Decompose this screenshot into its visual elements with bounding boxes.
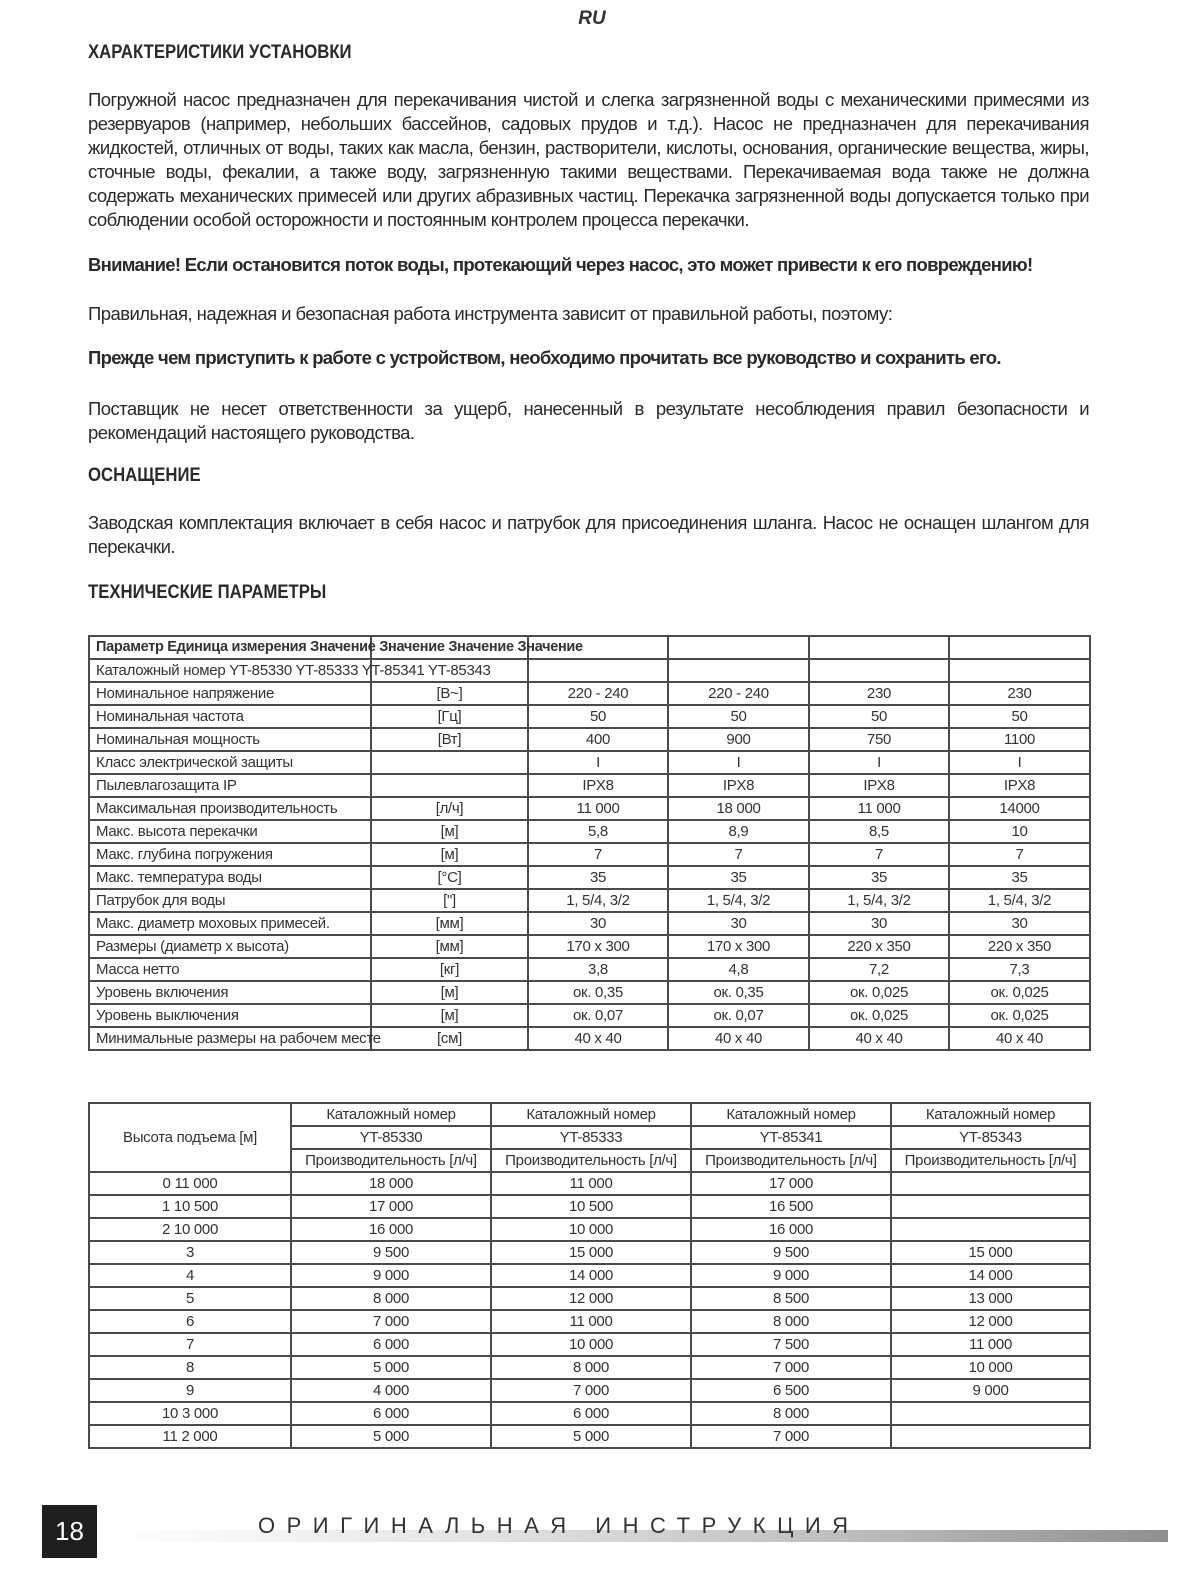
perf-label: Производительность [л/ч] bbox=[691, 1149, 891, 1172]
flow-value bbox=[891, 1218, 1090, 1241]
spec-value: 7 bbox=[528, 843, 668, 866]
spec-value: 14000 bbox=[949, 797, 1090, 820]
spec-row bbox=[89, 1027, 1090, 1050]
spec-unit: ["] bbox=[371, 889, 528, 912]
perf-label: Производительность [л/ч] bbox=[891, 1149, 1090, 1172]
spec-value: 10 bbox=[949, 820, 1090, 843]
flow-value: 12 000 bbox=[491, 1287, 691, 1310]
flow-value: 5 000 bbox=[291, 1356, 491, 1379]
flow-value: 5 000 bbox=[491, 1425, 691, 1448]
spec-unit: [л/ч] bbox=[371, 797, 528, 820]
model-number: YT-85341 bbox=[691, 1126, 891, 1149]
spec-value: 50 bbox=[528, 705, 668, 728]
flow-value: 9 500 bbox=[691, 1241, 891, 1264]
spec-unit: [м] bbox=[371, 820, 528, 843]
flow-value: 15 000 bbox=[891, 1241, 1090, 1264]
flow-value: 11 000 bbox=[491, 1310, 691, 1333]
spec-value: 30 bbox=[949, 912, 1090, 935]
spec-catalog-cell: Каталожный номер YT-85330 YT-85333 YT-85341 YT-85343 bbox=[89, 659, 371, 682]
spec-value: 7 bbox=[949, 843, 1090, 866]
spec-param: Номинальная мощность bbox=[89, 728, 371, 751]
spec-param: Номинальное напряжение bbox=[89, 682, 371, 705]
flow-height: 2 10 000 bbox=[89, 1218, 291, 1241]
spec-value: 35 bbox=[809, 866, 949, 889]
spec-header-row bbox=[89, 636, 1090, 659]
flow-row bbox=[89, 1195, 1090, 1218]
flow-height: 8 bbox=[89, 1356, 291, 1379]
flow-value: 8 000 bbox=[691, 1310, 891, 1333]
flow-height: 9 bbox=[89, 1379, 291, 1402]
flow-value: 8 500 bbox=[691, 1287, 891, 1310]
spec-value: ок. 0,025 bbox=[949, 981, 1090, 1004]
flow-row bbox=[89, 1356, 1090, 1379]
spec-value: I bbox=[528, 751, 668, 774]
spec-value: 8,9 bbox=[668, 820, 809, 843]
flow-value: 9 500 bbox=[291, 1241, 491, 1264]
flow-row bbox=[89, 1287, 1090, 1310]
spec-unit: [кг] bbox=[371, 958, 528, 981]
spec-param: Пылевлагозащита IP bbox=[89, 774, 371, 797]
flow-value: 6 000 bbox=[291, 1333, 491, 1356]
spec-unit: [см] bbox=[371, 1027, 528, 1050]
spec-unit: [мм] bbox=[371, 935, 528, 958]
spec-value: 7 bbox=[668, 843, 809, 866]
model-number: YT-85343 bbox=[891, 1126, 1090, 1149]
flow-row bbox=[89, 1241, 1090, 1264]
section-title-characteristics: ХАРАКТЕРИСТИКИ УСТАНОВКИ bbox=[88, 42, 352, 63]
spec-row bbox=[89, 797, 1090, 820]
flow-row bbox=[89, 1264, 1090, 1287]
flow-value: 13 000 bbox=[891, 1287, 1090, 1310]
spec-param: Класс электрической защиты bbox=[89, 751, 371, 774]
spec-value: 900 bbox=[668, 728, 809, 751]
spec-value: 11 000 bbox=[528, 797, 668, 820]
flow-value: 10 000 bbox=[891, 1356, 1090, 1379]
spec-catalog-row bbox=[89, 659, 1090, 682]
spec-param: Уровень включения bbox=[89, 981, 371, 1004]
spec-value: ок. 0,07 bbox=[528, 1004, 668, 1027]
flow-height: 11 2 000 bbox=[89, 1425, 291, 1448]
flow-height: 3 bbox=[89, 1241, 291, 1264]
read-manual-instruction: Прежде чем приступить к работе с устройством, необходимо прочитать все руководство и сохранить его. bbox=[88, 347, 1001, 368]
spec-row bbox=[89, 889, 1090, 912]
spec-unit bbox=[371, 751, 528, 774]
flow-value: 7 000 bbox=[291, 1310, 491, 1333]
spec-value: ок. 0,025 bbox=[949, 1004, 1090, 1027]
spec-value: 11 000 bbox=[809, 797, 949, 820]
flow-value: 14 000 bbox=[891, 1264, 1090, 1287]
spec-unit bbox=[371, 774, 528, 797]
spec-value: 3,8 bbox=[528, 958, 668, 981]
spec-value: 230 bbox=[949, 682, 1090, 705]
spec-param: Размеры (диаметр x высота) bbox=[89, 935, 371, 958]
flow-height: 1 10 500 bbox=[89, 1195, 291, 1218]
spec-param: Уровень выключения bbox=[89, 1004, 371, 1027]
spec-value: 30 bbox=[668, 912, 809, 935]
flow-value: 9 000 bbox=[891, 1379, 1090, 1402]
spec-value: 4,8 bbox=[668, 958, 809, 981]
catalog-label: Каталожный номер bbox=[891, 1103, 1090, 1126]
flow-table bbox=[88, 1102, 1091, 1449]
flow-row bbox=[89, 1310, 1090, 1333]
page-number: 18 bbox=[42, 1505, 97, 1558]
spec-unit: [м] bbox=[371, 981, 528, 1004]
spec-row bbox=[89, 912, 1090, 935]
section-title-equipment: ОСНАЩЕНИЕ bbox=[88, 465, 201, 486]
spec-value: 40 x 40 bbox=[809, 1027, 949, 1050]
flow-value: 16 500 bbox=[691, 1195, 891, 1218]
spec-value: 35 bbox=[668, 866, 809, 889]
spec-value: 40 x 40 bbox=[668, 1027, 809, 1050]
flow-value: 14 000 bbox=[491, 1264, 691, 1287]
spec-value: 35 bbox=[528, 866, 668, 889]
flow-value: 16 000 bbox=[691, 1218, 891, 1241]
model-number: YT-85333 bbox=[491, 1126, 691, 1149]
spec-value: 1, 5/4, 3/2 bbox=[528, 889, 668, 912]
characteristics-paragraph: Погружной насос предназначен для перекачивания чистой и слегка загрязненной воды с механическими примесями из резервуаров (например, небольших бассейнов, садовых прудов и т.д.). Насос не предназначен для перекачивания жидкостей, отличных от воды, таких как масла, бензин, растворители, кислоты, основания, органические вещества, жиры, сточные воды, фекалии, а также воду, загрязненную такими веществами. Перекачиваемая вода также не должна содержать механических примесей или других абразивных частиц. Перекачка загрязненной воды допускается только при соблюдении особой осторожности и постоянным контролем процесса перекачки. bbox=[88, 89, 1089, 230]
footer-title: ОРИГИНАЛЬНАЯ ИНСТРУКЦИЯ bbox=[258, 1513, 860, 1538]
spec-value: 30 bbox=[809, 912, 949, 935]
spec-value: 8,5 bbox=[809, 820, 949, 843]
flow-value: 6 500 bbox=[691, 1379, 891, 1402]
flow-height: 7 bbox=[89, 1333, 291, 1356]
spec-value: 1, 5/4, 3/2 bbox=[949, 889, 1090, 912]
flow-row bbox=[89, 1425, 1090, 1448]
spec-value: 50 bbox=[949, 705, 1090, 728]
flow-value bbox=[891, 1402, 1090, 1425]
spec-value: 1100 bbox=[949, 728, 1090, 751]
spec-row bbox=[89, 820, 1090, 843]
flow-value: 4 000 bbox=[291, 1379, 491, 1402]
spec-param: Макс. диаметр моховых примесей. bbox=[89, 912, 371, 935]
spec-row bbox=[89, 682, 1090, 705]
spec-param: Номинальная частота bbox=[89, 705, 371, 728]
spec-param: Масса нетто bbox=[89, 958, 371, 981]
liability-paragraph: Поставщик не несет ответственности за ущерб, нанесенный в результате несоблюдения правил безопасности и рекомендаций настоящего руководства. bbox=[88, 398, 1089, 443]
spec-value: 170 x 300 bbox=[668, 935, 809, 958]
spec-row bbox=[89, 958, 1090, 981]
spec-param: Максимальная производительность bbox=[89, 797, 371, 820]
operation-paragraph: Правильная, надежная и безопасная работа инструмента зависит от правильной работы, поэтому: bbox=[88, 303, 893, 324]
spec-value: IPX8 bbox=[809, 774, 949, 797]
flow-value: 7 000 bbox=[691, 1425, 891, 1448]
spec-value: 18 000 bbox=[668, 797, 809, 820]
flow-value: 9 000 bbox=[291, 1264, 491, 1287]
flow-row bbox=[89, 1333, 1090, 1356]
spec-row bbox=[89, 751, 1090, 774]
flow-value: 11 000 bbox=[891, 1333, 1090, 1356]
spec-param: Макс. высота перекачки bbox=[89, 820, 371, 843]
flow-value: 8 000 bbox=[491, 1356, 691, 1379]
flow-value bbox=[891, 1425, 1090, 1448]
flow-height: 10 3 000 bbox=[89, 1402, 291, 1425]
flow-value: 10 500 bbox=[491, 1195, 691, 1218]
spec-value: 50 bbox=[668, 705, 809, 728]
spec-unit: [мм] bbox=[371, 912, 528, 935]
spec-unit: [м] bbox=[371, 1004, 528, 1027]
equipment-paragraph: Заводская комплектация включает в себя насос и патрубок для присоединения шланга. Насос не оснащен шлангом для перекачки. bbox=[88, 512, 1089, 557]
catalog-label: Каталожный номер bbox=[491, 1103, 691, 1126]
spec-value: 5,8 bbox=[528, 820, 668, 843]
spec-param: Макс. температура воды bbox=[89, 866, 371, 889]
section-title-technical: ТЕХНИЧЕСКИЕ ПАРАМЕТРЫ bbox=[88, 582, 327, 603]
spec-unit: [В~] bbox=[371, 682, 528, 705]
perf-label: Производительность [л/ч] bbox=[491, 1149, 691, 1172]
warning-text: Внимание! Если остановится поток воды, протекающий через насос, это может привести к его повреждению! bbox=[88, 254, 1033, 275]
flow-value: 6 000 bbox=[291, 1402, 491, 1425]
spec-value: ок. 0,35 bbox=[668, 981, 809, 1004]
flow-value: 9 000 bbox=[691, 1264, 891, 1287]
flow-height: 5 bbox=[89, 1287, 291, 1310]
language-label: RU bbox=[578, 8, 606, 29]
spec-table bbox=[88, 635, 1091, 1051]
flow-value: 12 000 bbox=[891, 1310, 1090, 1333]
flow-height: 6 bbox=[89, 1310, 291, 1333]
spec-value: 230 bbox=[809, 682, 949, 705]
flow-value: 7 500 bbox=[691, 1333, 891, 1356]
spec-value: 40 x 40 bbox=[949, 1027, 1090, 1050]
spec-value: ок. 0,025 bbox=[809, 1004, 949, 1027]
spec-value: 750 bbox=[809, 728, 949, 751]
model-number: YT-85330 bbox=[291, 1126, 491, 1149]
catalog-label: Каталожный номер bbox=[691, 1103, 891, 1126]
flow-value: 18 000 bbox=[291, 1172, 491, 1195]
spec-value: I bbox=[809, 751, 949, 774]
spec-value: 400 bbox=[528, 728, 668, 751]
spec-param: Минимальные размеры на рабочем месте bbox=[89, 1027, 371, 1050]
spec-row bbox=[89, 728, 1090, 751]
catalog-label: Каталожный номер bbox=[291, 1103, 491, 1126]
spec-header-cell: Параметр Единица измерения Значение Значение Значение Значение bbox=[89, 636, 371, 659]
spec-value: IPX8 bbox=[949, 774, 1090, 797]
spec-value: 170 x 300 bbox=[528, 935, 668, 958]
spec-value: 40 x 40 bbox=[528, 1027, 668, 1050]
spec-row bbox=[89, 866, 1090, 889]
spec-row bbox=[89, 981, 1090, 1004]
height-header: Высота подъема [м] bbox=[89, 1103, 291, 1172]
spec-value: ок. 0,025 bbox=[809, 981, 949, 1004]
flow-value: 16 000 bbox=[291, 1218, 491, 1241]
flow-value bbox=[891, 1195, 1090, 1218]
spec-unit: [°C] bbox=[371, 866, 528, 889]
flow-row bbox=[89, 1402, 1090, 1425]
flow-value: 17 000 bbox=[291, 1195, 491, 1218]
spec-value: 220 - 240 bbox=[668, 682, 809, 705]
spec-value: IPX8 bbox=[668, 774, 809, 797]
flow-height: 0 11 000 bbox=[89, 1172, 291, 1195]
spec-row bbox=[89, 843, 1090, 866]
spec-value: 7,2 bbox=[809, 958, 949, 981]
flow-value: 7 000 bbox=[491, 1379, 691, 1402]
flow-value: 10 000 bbox=[491, 1218, 691, 1241]
flow-row bbox=[89, 1172, 1090, 1195]
spec-unit: [Вт] bbox=[371, 728, 528, 751]
flow-value: 11 000 bbox=[491, 1172, 691, 1195]
flow-value: 8 000 bbox=[291, 1287, 491, 1310]
perf-label: Производительность [л/ч] bbox=[291, 1149, 491, 1172]
spec-row bbox=[89, 774, 1090, 797]
spec-value: 1, 5/4, 3/2 bbox=[668, 889, 809, 912]
flow-row bbox=[89, 1218, 1090, 1241]
spec-value: 1, 5/4, 3/2 bbox=[809, 889, 949, 912]
spec-value: 220 x 350 bbox=[949, 935, 1090, 958]
flow-height: 4 bbox=[89, 1264, 291, 1287]
spec-value: I bbox=[668, 751, 809, 774]
spec-value: 220 - 240 bbox=[528, 682, 668, 705]
spec-row bbox=[89, 1004, 1090, 1027]
spec-value: 30 bbox=[528, 912, 668, 935]
flow-value: 10 000 bbox=[491, 1333, 691, 1356]
spec-param: Патрубок для воды bbox=[89, 889, 371, 912]
spec-value: 7 bbox=[809, 843, 949, 866]
flow-value: 5 000 bbox=[291, 1425, 491, 1448]
spec-unit: [м] bbox=[371, 843, 528, 866]
spec-value: ок. 0,07 bbox=[668, 1004, 809, 1027]
spec-value: 50 bbox=[809, 705, 949, 728]
spec-row bbox=[89, 935, 1090, 958]
flow-row bbox=[89, 1379, 1090, 1402]
flow-value: 8 000 bbox=[691, 1402, 891, 1425]
spec-unit: [Гц] bbox=[371, 705, 528, 728]
spec-value: ок. 0,35 bbox=[528, 981, 668, 1004]
flow-value: 17 000 bbox=[691, 1172, 891, 1195]
flow-value bbox=[891, 1172, 1090, 1195]
flow-value: 15 000 bbox=[491, 1241, 691, 1264]
spec-param: Макс. глубина погружения bbox=[89, 843, 371, 866]
spec-value: 35 bbox=[949, 866, 1090, 889]
flow-header-row-catalog bbox=[89, 1103, 1090, 1126]
spec-row bbox=[89, 705, 1090, 728]
spec-value: 7,3 bbox=[949, 958, 1090, 981]
flow-value: 7 000 bbox=[691, 1356, 891, 1379]
spec-value: 220 x 350 bbox=[809, 935, 949, 958]
flow-value: 6 000 bbox=[491, 1402, 691, 1425]
spec-value: I bbox=[949, 751, 1090, 774]
spec-value: IPX8 bbox=[528, 774, 668, 797]
